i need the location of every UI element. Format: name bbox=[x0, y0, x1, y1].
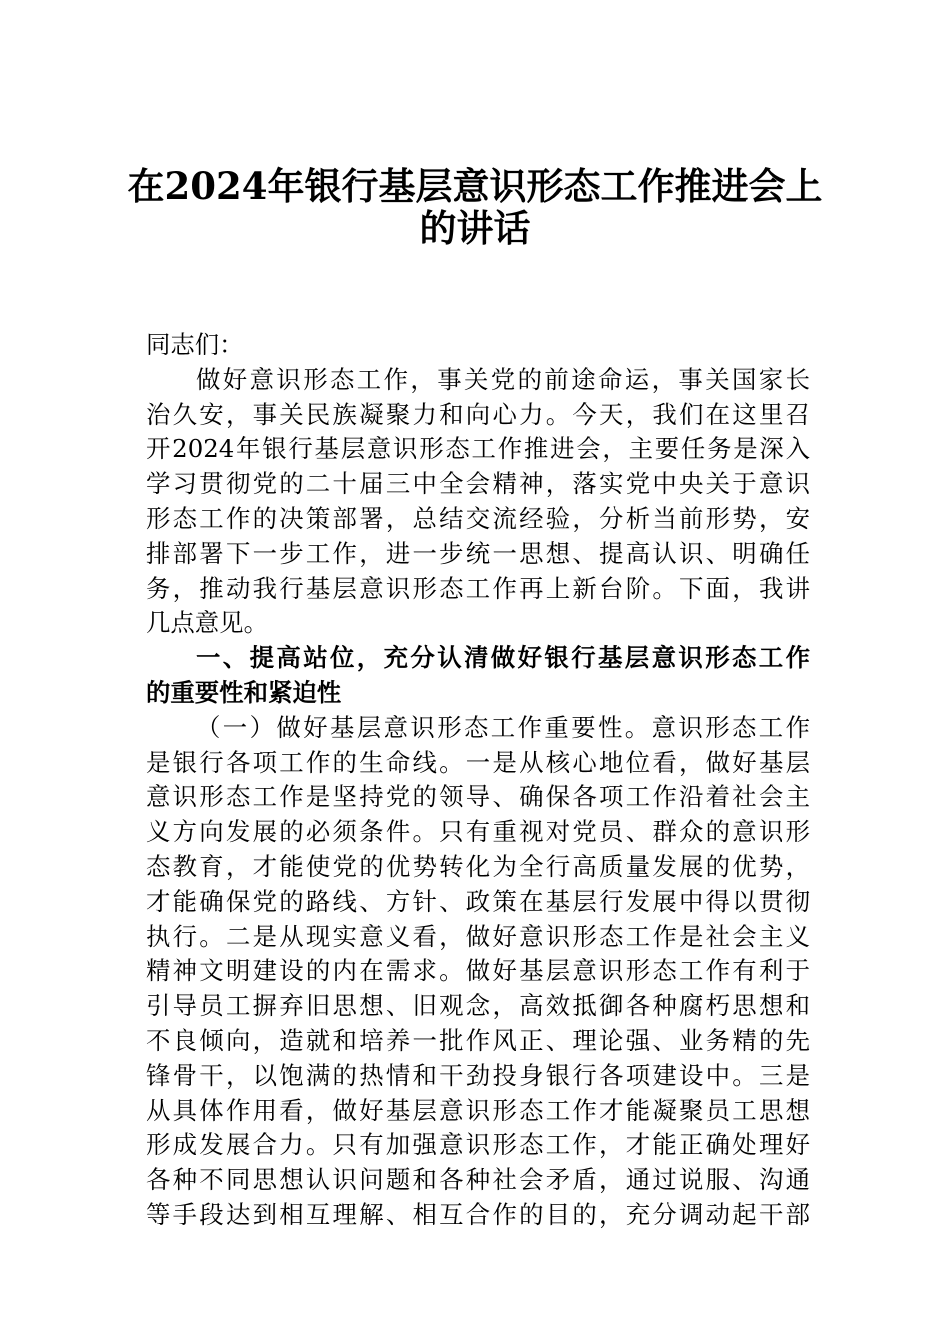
paragraph-line: （一）做好基层意识形态工作重要性。意识形态工作 bbox=[196, 712, 810, 742]
document-title-line-2: 的讲话 bbox=[419, 206, 531, 250]
paragraph-line: 形态工作的决策部署，总结交流经验，分析当前形势，安 bbox=[146, 503, 810, 533]
paragraph-line: 各种不同思想认识问题和各种社会矛盾，通过说服、沟通 bbox=[146, 1165, 810, 1195]
paragraph-line: 形成发展合力。只有加强意识形态工作，才能正确处理好 bbox=[146, 1130, 810, 1160]
paragraph-line: 引导员工摒弃旧思想、旧观念，高效抵御各种腐朽思想和 bbox=[146, 991, 810, 1021]
paragraph-importance bbox=[146, 711, 810, 1233]
paragraph-line: 执行。二是从现实意义看，做好意识形态工作是社会主义 bbox=[146, 921, 810, 951]
paragraph-line: 几点意见。 bbox=[146, 608, 268, 638]
document-title-line-1: 在2024年银行基层意识形态工作推进会上 bbox=[127, 164, 823, 208]
paragraph-line: 治久安，事关民族凝聚力和向心力。今天，我们在这里召 bbox=[146, 399, 810, 429]
paragraph-line: 是银行各项工作的生命线。一是从核心地位看，做好基层 bbox=[146, 747, 810, 777]
paragraph-intro bbox=[146, 363, 810, 641]
greeting: 同志们： bbox=[146, 330, 244, 359]
document-body bbox=[146, 328, 810, 1233]
paragraph-line: 学习贯彻党的二十届三中全会精神，落实党中央关于意识 bbox=[146, 469, 810, 499]
paragraph-line: 排部署下一步工作，进一步统一思想、提高认识、明确任 bbox=[146, 538, 810, 568]
paragraph-line: 才能确保党的路线、方针、政策在基层行发展中得以贯彻 bbox=[146, 886, 810, 916]
paragraph-line: 务，推动我行基层意识形态工作再上新台阶。下面，我讲 bbox=[146, 573, 810, 603]
paragraph-line: 从具体作用看，做好基层意识形态工作才能凝聚员工思想 bbox=[146, 1095, 810, 1125]
paragraph-line: 态教育，才能使党的优势转化为全行高质量发展的优势， bbox=[146, 851, 810, 881]
paragraph-line: 开2024年银行基层意识形态工作推进会，主要任务是深入 bbox=[146, 434, 810, 464]
paragraph-line: 意识形态工作是坚持党的领导、确保各项工作沿着社会主 bbox=[146, 782, 810, 812]
section-heading-line: 一、提高站位，充分认清做好银行基层意识形态工作 bbox=[196, 643, 810, 673]
section-heading-line: 的重要性和紧迫性 bbox=[146, 677, 342, 707]
section-heading-1 bbox=[146, 641, 810, 711]
paragraph-line: 锋骨干，以饱满的热情和干劲投身银行各项建设中。三是 bbox=[146, 1060, 810, 1090]
paragraph-line: 义方向发展的必须条件。只有重视对党员、群众的意识形 bbox=[146, 817, 810, 847]
paragraph-line: 等手段达到相互理解、相互合作的目的，充分调动起干部 bbox=[146, 1199, 810, 1229]
paragraph-line: 精神文明建设的内在需求。做好基层意识形态工作有利于 bbox=[146, 956, 810, 986]
paragraph-line: 做好意识形态工作，事关党的前途命运，事关国家长 bbox=[196, 364, 810, 394]
paragraph-line: 不良倾向，造就和培养一批作风正、理论强、业务精的先 bbox=[146, 1025, 810, 1055]
